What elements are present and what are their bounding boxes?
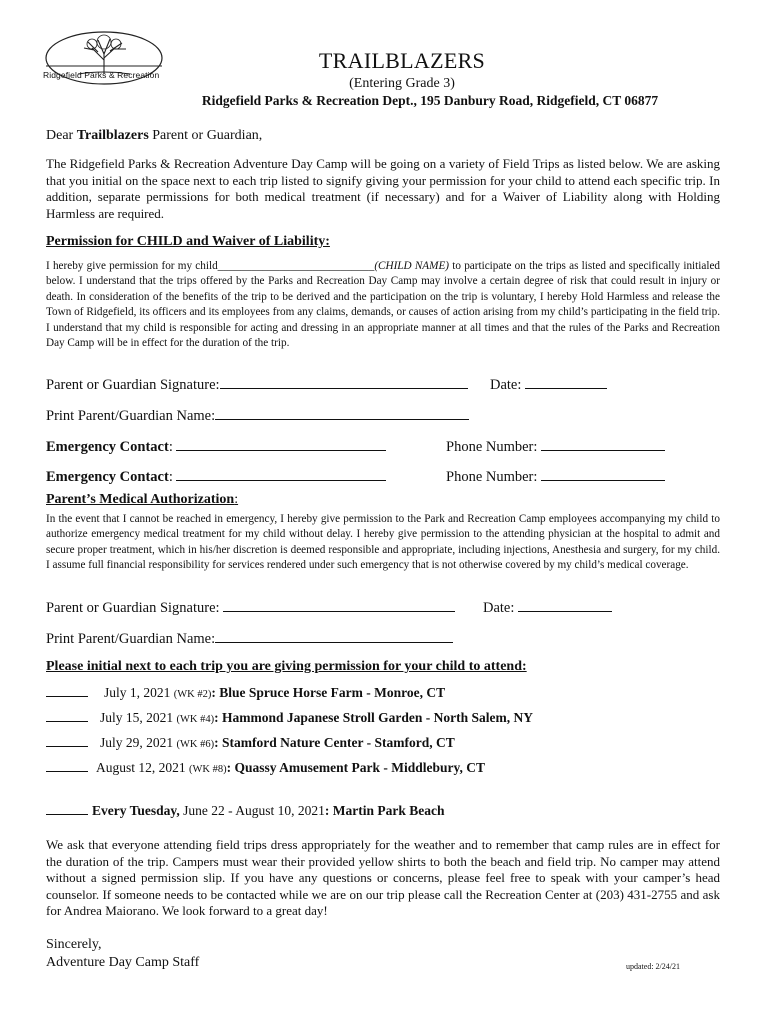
updated-date: updated: 2/24/21 bbox=[626, 962, 680, 971]
group-name: Trailblazers bbox=[76, 128, 149, 143]
initial-blank[interactable] bbox=[46, 684, 88, 697]
page-title: TRAILBLAZERS bbox=[318, 48, 486, 73]
closing-paragraph: We ask that everyone attending field trips dress appropriately for the weather and to remember that camp rules are in effect for the duration of the trip. Campers must wear their provided yellow shirts to both the beach and field trip. No camper may attend without a signed permission slip. If you have any questions or concerns, please feel free to speak with your camper’s head counselor. If someone needs to be contacted while we are on our trip please call the Recreation Center at (203) 431-2755 and ask for Andrea Maiorano. We look forward to a great day! bbox=[46, 837, 720, 918]
tree-logo-icon bbox=[38, 30, 170, 90]
date-field[interactable]: Date: bbox=[490, 374, 607, 394]
child-name-hint: (CHILD NAME) bbox=[374, 260, 450, 272]
department-address: Ridgefield Parks & Recreation Dept., 195 Danbury Road, Ridgefield, CT 06877 bbox=[201, 93, 659, 108]
waiver-heading: Permission for CHILD and Waiver of Liability: bbox=[46, 234, 330, 249]
guardian-signature-field[interactable]: Parent or Guardian Signature: bbox=[46, 374, 468, 394]
date-field[interactable]: Date: bbox=[483, 597, 612, 617]
print-name-field[interactable]: Print Parent/Guardian Name: bbox=[46, 405, 469, 425]
initial-blank[interactable] bbox=[46, 802, 88, 815]
medical-heading: Parent’s Medical Authorization: bbox=[46, 492, 239, 507]
logo-text: Ridgefield Parks & Recreation bbox=[43, 70, 160, 80]
page-subtitle: (Entering Grade 3) bbox=[349, 76, 455, 91]
trip-item-tuesday: Every Tuesday, June 22 - August 10, 2021: Martin Park Beach bbox=[46, 802, 445, 819]
sincerely: Sincerely, bbox=[46, 937, 102, 952]
signoff: Adventure Day Camp Staff bbox=[46, 955, 200, 970]
trips-heading: Please initial next to each trip you are giving permission for your child to attend: bbox=[46, 659, 527, 674]
phone-number-field[interactable]: Phone Number: bbox=[446, 466, 665, 486]
print-name-field[interactable]: Print Parent/Guardian Name: bbox=[46, 628, 453, 648]
initial-blank[interactable] bbox=[46, 734, 88, 747]
trip-item: July 15, 2021 (WK #4): Hammond Japanese Stroll Garden - North Salem, NY bbox=[46, 709, 533, 726]
trip-item: July 1, 2021 (WK #2): Blue Spruce Horse Farm - Monroe, CT bbox=[46, 684, 445, 701]
emergency-contact-field[interactable]: Emergency Contact: bbox=[46, 466, 386, 486]
medical-paragraph: In the event that I cannot be reached in emergency, I hereby give permission to the Park and Recreation Camp employees accompanying my child to authorize emergency medical treatment for my child without delay. I hereby give permission to the attending physician at the hospital to admit and secure proper treatment, which in his/her discretion is deemed responsible and appropriate, including injections, Anesthesia and surgery, for my child. I assume full financial responsibility for services rendered under such emergency that is not otherwise covered by my child’s medical coverage. bbox=[46, 513, 720, 572]
phone-number-field[interactable]: Phone Number: bbox=[446, 436, 665, 456]
initial-blank[interactable] bbox=[46, 709, 88, 722]
waiver-paragraph: I hereby give permission for my child____________________________(CHILD NAME) to participate on the trips as listed and specifically initialed below. I understand that the trips offered by the Parks and Recreation Day Camp may involve a certain degree of risk that could result in injury or death. In consideration of the benefits of the trip to be derived and the participation on the trip is voluntary, I hereby Hold Harmless and release the Town of Ridgefield, its officers and its employees from any claims, demands, or causes of action arising from my child’s participating in the field trip. I understand that my child is responsible for acting and dressing in an appropriate manner at all times and that the rules of the Parks and Recreation Day Camp will be in effect for the duration of the trip. bbox=[46, 260, 721, 350]
guardian-signature-field[interactable]: Parent or Guardian Signature: bbox=[46, 597, 455, 617]
salutation: Dear Trailblazers Parent or Guardian, bbox=[46, 128, 263, 143]
intro-paragraph: The Ridgefield Parks & Recreation Adventure Day Camp will be going on a variety of Field Trips as listed below. We are asking that you initial on the space next to each trip listed to signify giving your permission for your child to attend each specific trip. In addition, separate permissions for both medical treatment (if necessary) and for a Waiver of Liability along with Holding Harmless are required. bbox=[46, 156, 720, 221]
emergency-contact-field[interactable]: Emergency Contact: bbox=[46, 436, 386, 456]
trip-item: July 29, 2021 (WK #6): Stamford Nature Center - Stamford, CT bbox=[46, 734, 455, 751]
initial-blank[interactable] bbox=[46, 759, 88, 772]
trip-item: August 12, 2021 (WK #8): Quassy Amusement Park - Middlebury, CT bbox=[46, 759, 485, 776]
